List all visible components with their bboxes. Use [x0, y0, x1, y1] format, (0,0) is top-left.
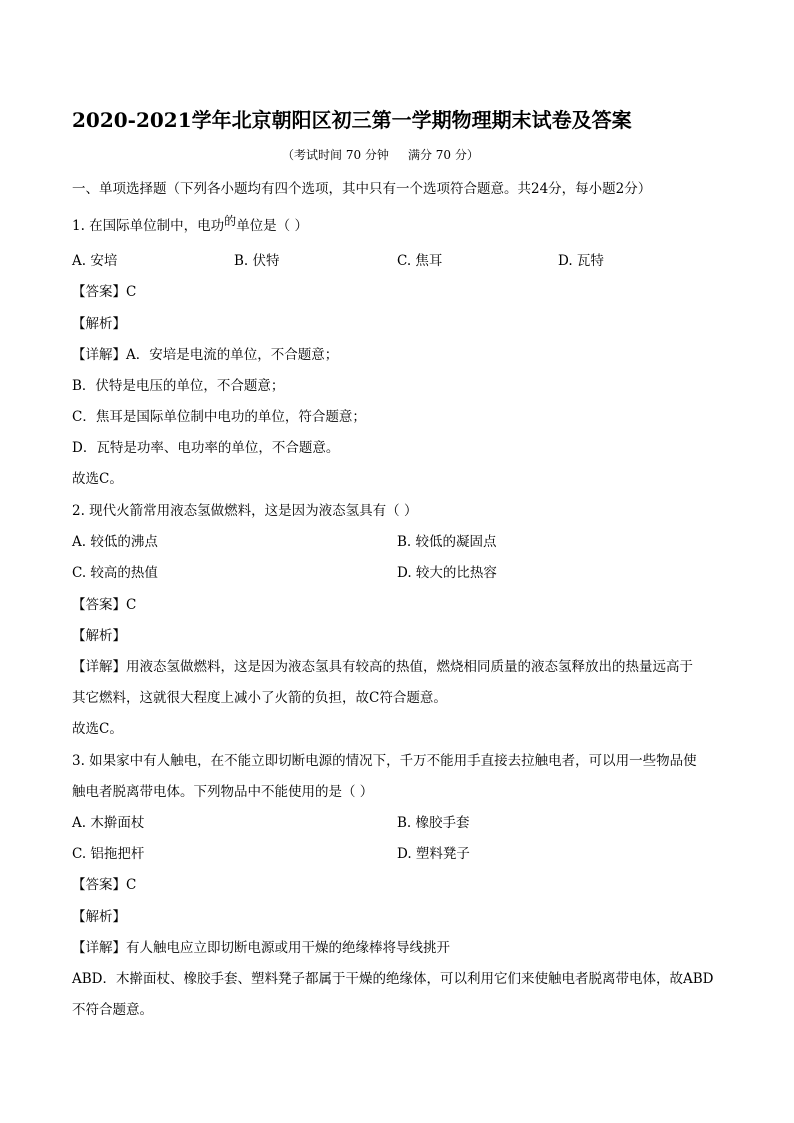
question-1-stem-after: 单位是（ ） [236, 218, 308, 234]
question-1-conclusion: 故选C。 [72, 471, 123, 487]
section-heading: 一、单项选择题（下列各小题均有四个选项，其中只有一个选项符合题意。共24分，每小题2分） [72, 181, 652, 197]
question-2-stem: 2. 现代火箭常用液态氢做燃料，这是因为液态氢具有（ ） [72, 503, 418, 519]
question-2-detail-1: 【详解】用液态氢做燃料，这是因为液态氢具有较高的热值，燃烧相同质量的液态氢释放出的热量远高于 [72, 659, 693, 675]
question-2-conclusion: 故选C。 [72, 721, 123, 737]
question-1-option-d: D. 瓦特 [558, 253, 604, 269]
question-1-option-b: B. 伏特 [234, 253, 280, 269]
question-1-detail-2: B．伏特是电压的单位，不合题意； [72, 378, 285, 394]
question-3-detail-1: 【详解】有人触电应立即切断电源或用干燥的绝缘棒将导线挑开 [72, 940, 450, 956]
question-1-option-c: C. 焦耳 [397, 253, 443, 269]
question-1-detail-1: 【详解】A．安培是电流的单位，不合题意； [72, 347, 339, 363]
question-3-analysis-label: 【解析】 [72, 909, 126, 925]
question-3-option-a: A. 木擀面杖 [72, 815, 145, 831]
question-3-answer: 【答案】C [72, 877, 137, 893]
question-2-option-c: C. 较高的热值 [72, 565, 158, 581]
question-3-detail-2: ABD．木擀面杖、橡胶手套、塑料凳子都属于干燥的绝缘体，可以利用它们来使触电者脱离带电体，故ABD [72, 971, 714, 987]
question-2-option-a: A. 较低的沸点 [72, 534, 158, 550]
page-title: 2020-2021学年北京朝阳区初三第一学期物理期末试卷及答案 [72, 108, 632, 132]
question-1-option-a: A. 安培 [72, 253, 118, 269]
question-3-option-c: C. 铝拖把杆 [72, 846, 145, 862]
question-3-stem-line-1: 3. 如果家中有人触电，在不能立即切断电源的情况下，千万不能用手直接去拉触电者，可以用一些物品使 [72, 753, 697, 769]
question-1-stem-before: 1. 在国际单位制中，电功 [72, 218, 225, 234]
question-2-option-d: D. 较大的比热容 [397, 565, 497, 581]
question-1-detail-4: D．瓦特是功率、电功率的单位，不合题意。 [72, 440, 340, 456]
question-1-stem [72, 214, 308, 234]
question-1-answer: 【答案】C [72, 284, 137, 300]
question-3-option-d: D. 塑料凳子 [397, 846, 470, 862]
question-1-stem-sup: 的 [224, 214, 237, 228]
question-1-analysis-label: 【解析】 [72, 316, 126, 332]
question-1-detail-3: C．焦耳是国际单位制中电功的单位，符合题意； [72, 409, 366, 425]
question-2-option-b: B. 较低的凝固点 [397, 534, 497, 550]
question-3-detail-3: 不符合题意。 [72, 1002, 153, 1018]
question-2-analysis-label: 【解析】 [72, 628, 126, 644]
question-3-option-b: B. 橡胶手套 [397, 815, 470, 831]
question-2-detail-2: 其它燃料，这就很大程度上减小了火箭的负担，故C符合题意。 [72, 690, 447, 706]
question-3-stem-line-2: 触电者脱离带电体。下列物品中不能使用的是（ ） [72, 784, 374, 800]
exam-info: （考试时间 70 分钟 满分 70 分） [282, 148, 479, 162]
question-2-answer: 【答案】C [72, 597, 137, 613]
